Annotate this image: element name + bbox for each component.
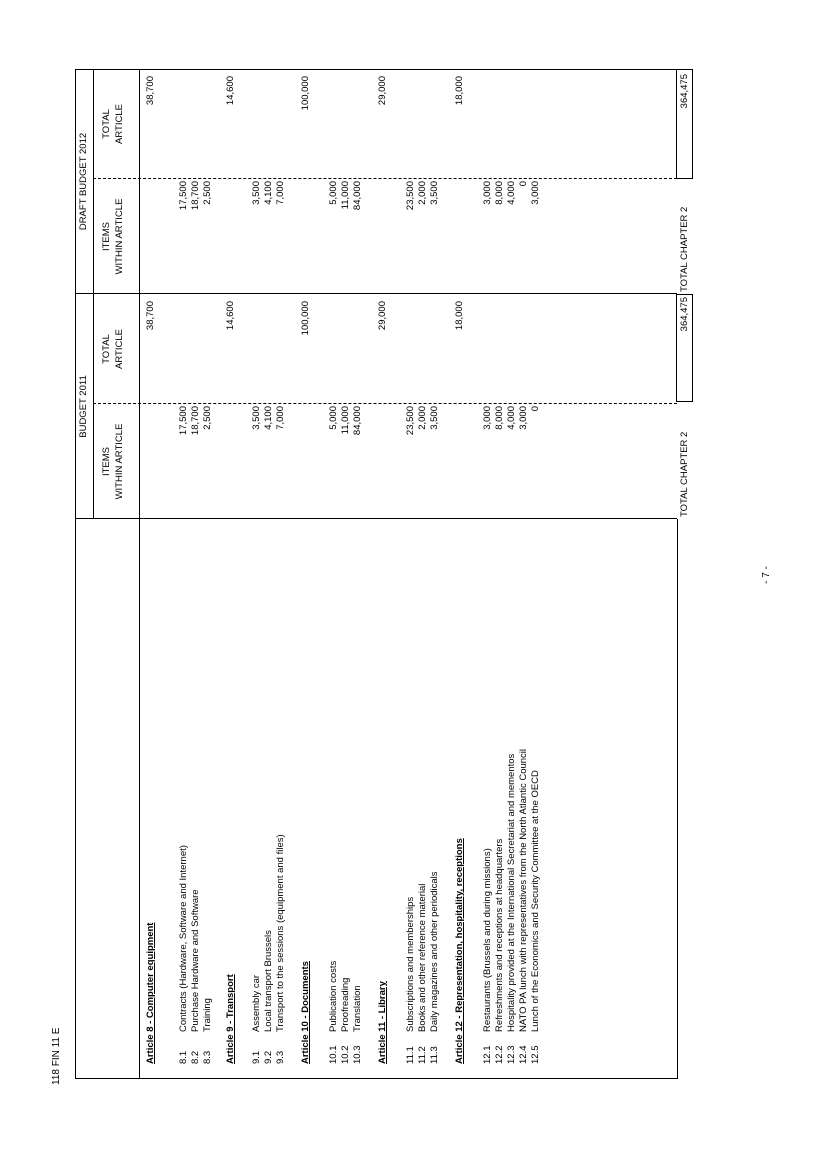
item-label: Books and other reference material — [417, 883, 428, 1032]
table-left-border — [75, 1078, 677, 1079]
article-total-2012: 14,600 — [225, 76, 236, 106]
item-value-2011: 23,500 — [405, 406, 416, 436]
document-reference: 118 FIN 11 E — [51, 1027, 62, 1085]
item-value-2012: 3,500 — [429, 181, 440, 205]
item-number: 9.2 — [263, 1050, 274, 1064]
item-value-2012: 8,000 — [494, 181, 505, 205]
item-number: 12.4 — [518, 1045, 529, 1064]
item-value-2011: 3,000 — [518, 406, 529, 430]
total-chapter-value-2012: 364,475 — [679, 74, 690, 109]
article-total-2011: 29,000 — [377, 301, 388, 331]
item-value-2011: 4,000 — [506, 406, 517, 430]
item-value-2012: 4,100 — [263, 181, 274, 205]
header-2012-items-line2: WITHIN ARTICLE — [114, 198, 125, 275]
item-value-2011: 2,500 — [202, 406, 213, 430]
header-2011-items-line2: WITHIN ARTICLE — [114, 423, 125, 500]
col-divider-description — [75, 518, 677, 519]
item-value-2011: 2,000 — [417, 406, 428, 430]
item-value-2012: 84,000 — [352, 181, 363, 211]
item-value-2012: 3,500 — [251, 181, 262, 205]
header-budget-2011: BUDGET 2011 — [78, 375, 89, 438]
item-value-2011: 84,000 — [352, 406, 363, 436]
item-value-2012: 3,000 — [530, 181, 541, 205]
item-number: 10.1 — [328, 1045, 339, 1064]
item-number: 8.1 — [178, 1050, 189, 1064]
article-total-2011: 100,000 — [300, 301, 311, 336]
item-number: 11.2 — [417, 1046, 428, 1064]
item-value-2012: 7,000 — [275, 181, 286, 205]
total-chapter-value-2011: 364,475 — [679, 297, 690, 332]
item-number: 10.2 — [340, 1045, 351, 1064]
item-number: 11.3 — [429, 1046, 440, 1064]
table-right-border — [75, 69, 677, 70]
item-value-2012: 17,500 — [178, 181, 189, 211]
item-value-2011: 8,000 — [494, 406, 505, 430]
item-label: Local transport Brussels — [263, 930, 274, 1032]
item-number: 9.1 — [251, 1050, 262, 1064]
total-chapter-label-2012: TOTAL CHAPTER 2 — [679, 206, 690, 292]
item-number: 10.3 — [352, 1045, 363, 1064]
header-2011-total-line1: TOTAL — [101, 334, 112, 364]
item-number: 8.3 — [202, 1050, 213, 1064]
article-title: Article 12 - Representation, hospitality, receptions — [454, 838, 465, 1064]
item-label: Hospitality provided at the International Secretariat and mementos — [506, 753, 517, 1032]
item-value-2012: 5,000 — [328, 181, 339, 205]
article-total-2012: 18,000 — [454, 76, 465, 106]
header-draft-budget-2012: DRAFT BUDGET 2012 — [78, 132, 89, 231]
article-total-2011: 18,000 — [454, 301, 465, 331]
item-label: Lunch of the Economics and Security Committee at the OECD — [530, 770, 541, 1032]
item-value-2011: 3,500 — [251, 406, 262, 430]
item-value-2011: 11,000 — [340, 406, 351, 435]
table-top-border — [75, 69, 76, 1079]
item-value-2012: 11,000 — [340, 181, 351, 210]
item-number: 12.1 — [482, 1045, 493, 1064]
item-value-2012: 2,000 — [417, 181, 428, 205]
item-value-2011: 0 — [530, 406, 541, 412]
item-number: 9.3 — [275, 1050, 286, 1064]
item-value-2012: 2,500 — [202, 181, 213, 205]
item-number: 11.1 — [405, 1046, 416, 1064]
article-total-2012: 29,000 — [377, 76, 388, 106]
item-value-2011: 18,700 — [190, 406, 201, 436]
header-2012-items-line1: ITEMS — [101, 221, 112, 252]
article-total-2011: 14,600 — [225, 301, 236, 331]
item-value-2011: 4,100 — [263, 406, 274, 430]
item-value-2012: 3,000 — [482, 181, 493, 205]
item-number: 12.5 — [530, 1045, 541, 1064]
header-group-divider — [93, 69, 94, 519]
total-chapter-label-2011: TOTAL CHAPTER 2 — [679, 431, 690, 517]
item-label: NATO PA lunch with representatives from the North Atlantic Council — [518, 748, 529, 1032]
item-label: Assembly car — [251, 974, 262, 1032]
header-2011-items-line1: ITEMS — [101, 446, 112, 477]
item-number: 12.3 — [506, 1045, 517, 1064]
item-value-2011: 17,500 — [178, 406, 189, 436]
totals-top-border — [677, 519, 678, 1079]
item-label: Transport to the sessions (equipment and files) — [275, 834, 286, 1032]
article-total-2011: 38,700 — [145, 301, 156, 331]
article-title: Article 9 - Transport — [225, 974, 236, 1064]
item-value-2012: 23,500 — [405, 181, 416, 211]
header-2012-total-line1: TOTAL — [101, 109, 112, 139]
item-label: Training — [202, 998, 213, 1032]
item-value-2012: 18,700 — [190, 181, 201, 211]
article-title: Article 11 - Library — [377, 981, 388, 1064]
header-bottom-border — [139, 69, 140, 1079]
item-value-2011: 7,000 — [275, 406, 286, 430]
item-number: 8.2 — [190, 1050, 201, 1064]
item-label: Publication costs — [328, 960, 339, 1032]
col-divider-2011-2012 — [75, 293, 677, 294]
item-label: Refreshments and receptions at headquarters — [494, 838, 505, 1032]
item-value-2011: 3,500 — [429, 406, 440, 430]
article-total-2012: 38,700 — [145, 76, 156, 106]
item-value-2012: 0 — [518, 181, 529, 187]
item-label: Contracts (Hardware, Software and Internet) — [178, 845, 189, 1032]
item-value-2011: 5,000 — [328, 406, 339, 430]
article-title: Article 8 - Computer equipment — [145, 922, 156, 1064]
item-label: Purchase Hardware and Software — [190, 889, 201, 1032]
page-number: - 7 - — [761, 566, 772, 584]
header-2011-total-line2: ARTICLE — [114, 329, 125, 369]
item-value-2012: 4,000 — [506, 181, 517, 205]
article-total-2012: 100,000 — [300, 76, 311, 111]
item-label: Restaurants (Brussels and during missions) — [482, 848, 493, 1032]
budget-table — [75, 69, 695, 1079]
item-label: Translation — [352, 985, 363, 1032]
item-value-2011: 3,000 — [482, 406, 493, 430]
item-label: Proofreading — [340, 977, 351, 1032]
item-label: Daily magazines and other periodicals — [429, 871, 440, 1032]
item-number: 12.2 — [494, 1045, 505, 1064]
article-title: Article 10 - Documents — [300, 961, 311, 1064]
item-label: Subscriptions and memberships — [405, 896, 416, 1032]
header-2012-total-line2: ARTICLE — [114, 104, 125, 144]
